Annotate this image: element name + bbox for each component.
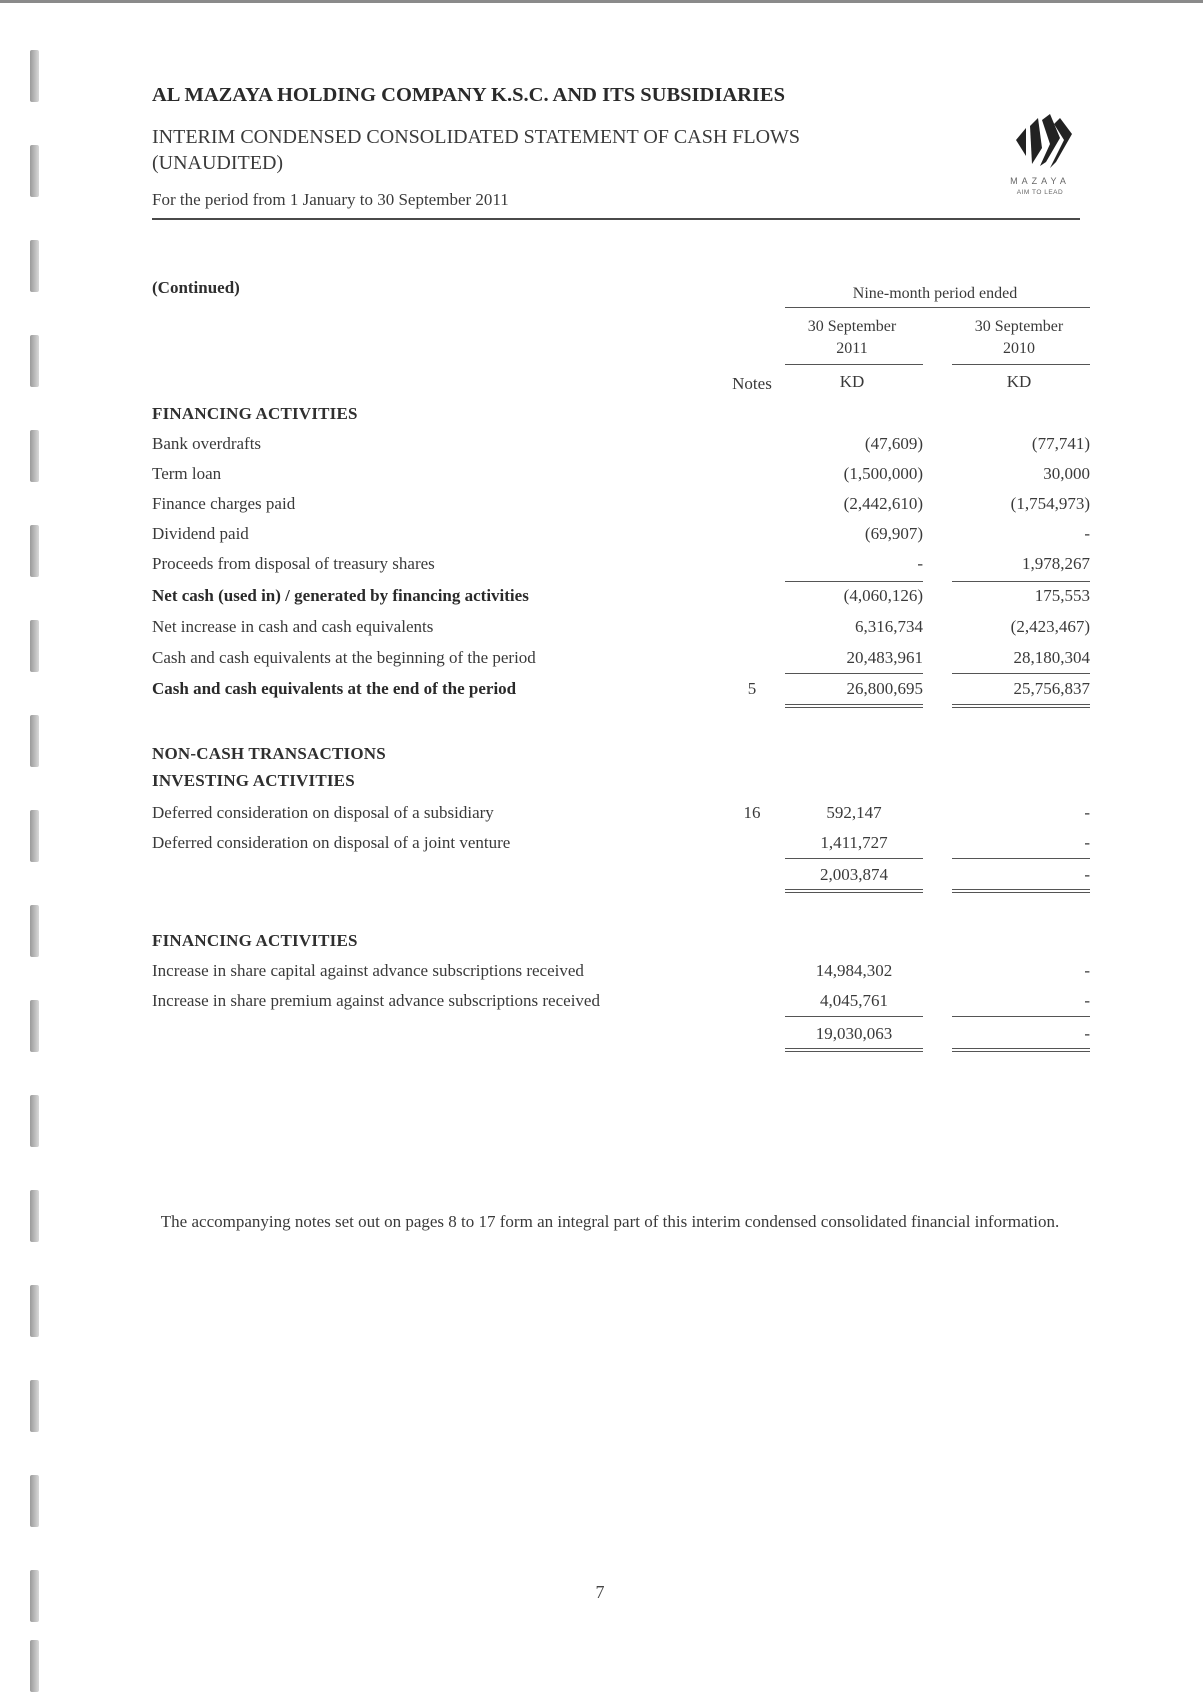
- page-number: 7: [595, 1582, 605, 1602]
- value-2010: 25,756,837: [1013, 679, 1090, 698]
- top-border: [0, 0, 1203, 3]
- table-row: [152, 833, 1092, 859]
- footnote: The accompanying notes set out on pages 8 to 17 form an integral part of this interim condensed consolidated financial information.: [160, 1212, 1060, 1231]
- table-row: [152, 494, 1092, 520]
- row-label: Cash and cash equivalents at the end of the period: [152, 679, 517, 698]
- value-2011: 592,147: [826, 803, 882, 822]
- value-2010: -: [1084, 803, 1090, 822]
- value-2010: 28,180,304: [1013, 648, 1090, 667]
- continued-label: (Continued): [152, 278, 240, 297]
- unit-2010: KD: [1006, 372, 1032, 391]
- value-2011: 4,045,761: [820, 991, 888, 1010]
- value-2011: 19,030,063: [815, 1024, 893, 1043]
- table-row: [152, 464, 1092, 490]
- value-2010: (1,754,973): [1010, 494, 1090, 513]
- subtotal-rule-2011: [785, 858, 923, 859]
- row-label: Bank overdrafts: [152, 434, 262, 453]
- value-2010: 30,000: [1043, 464, 1090, 483]
- column-group-heading: Nine-month period ended: [852, 285, 1018, 302]
- row-label: Term loan: [152, 464, 222, 483]
- value-2011: (2,442,610): [843, 494, 923, 513]
- note-ref: 5: [747, 679, 757, 698]
- investing-activities-title: INVESTING ACTIVITIES: [152, 771, 355, 790]
- investing-total-row: [152, 865, 1092, 891]
- subtotal-rule-2010: [952, 1016, 1090, 1017]
- beginning-cash-row: [152, 648, 1092, 674]
- value-2010: -: [1084, 524, 1090, 543]
- unit-2011: KD: [839, 372, 865, 391]
- total-double-rule-2011: [785, 704, 923, 708]
- subtotal-rule-2011: [785, 1016, 923, 1017]
- value-2010: -: [1084, 1024, 1090, 1043]
- table-row: [152, 554, 1092, 580]
- value-2011: (69,907): [864, 524, 923, 543]
- table-row: [152, 803, 1092, 829]
- ending-cash-row: [152, 679, 1092, 705]
- subtotal-rule-2011: [785, 673, 923, 674]
- row-label: Net increase in cash and cash equivalents: [152, 617, 434, 636]
- value-2010: (2,423,467): [1010, 617, 1090, 636]
- value-2011: (47,609): [864, 434, 923, 453]
- row-label: Increase in share premium against advance subscriptions received: [152, 991, 600, 1010]
- statement-title: INTERIM CONDENSED CONSOLIDATED STATEMENT OF CASH FLOWS (UNAUDITED): [152, 126, 801, 174]
- header-divider: [152, 218, 1080, 220]
- row-label: Cash and cash equivalents at the beginning of the period: [152, 648, 536, 667]
- value-2010: 1,978,267: [1022, 554, 1090, 573]
- table-row: [152, 524, 1092, 550]
- value-2010: -: [1084, 961, 1090, 980]
- value-2011: 26,800,695: [846, 679, 923, 698]
- subtotal-rule-2010: [952, 581, 1090, 582]
- value-2011: -: [917, 554, 923, 573]
- value-2010: (77,741): [1031, 434, 1090, 453]
- value-2011: 20,483,961: [846, 648, 923, 667]
- row-label: Net cash (used in) / generated by financing activities: [152, 586, 529, 605]
- table-row: [152, 961, 1092, 987]
- row-label: Increase in share capital against advance subscriptions received: [152, 961, 584, 980]
- non-cash-title: NON-CASH TRANSACTIONS: [152, 744, 386, 763]
- row-label: Finance charges paid: [152, 494, 296, 513]
- financing-total-row: [152, 1024, 1092, 1050]
- column-heading-rule-2010: [952, 364, 1090, 365]
- row-label: Proceeds from disposal of treasury shares: [152, 554, 435, 573]
- value-2011: (4,060,126): [843, 586, 923, 605]
- table-row: [152, 991, 1092, 1017]
- column-heading-rule-2011: [785, 364, 923, 365]
- reporting-period: For the period from 1 January to 30 September 2011: [152, 190, 509, 209]
- non-cash-financing-title: FINANCING ACTIVITIES: [152, 931, 358, 950]
- row-label: Dividend paid: [152, 524, 249, 543]
- total-double-rule-2010: [952, 889, 1090, 893]
- value-2011: (1,500,000): [843, 464, 923, 483]
- value-2010: -: [1084, 865, 1090, 884]
- column-heading-2010: [944, 316, 1094, 360]
- column-heading-2010-year: 2010: [1003, 340, 1035, 357]
- subtotal-rule-2010: [952, 673, 1090, 674]
- total-double-rule-2011: [785, 889, 923, 893]
- binding-holes: [30, 50, 52, 1690]
- value-2011: 6,316,734: [855, 617, 923, 636]
- value-2010: -: [1084, 833, 1090, 852]
- value-2011: 2,003,874: [820, 865, 888, 884]
- column-group-rule: [785, 307, 1090, 308]
- subtotal-rule-2010: [952, 858, 1090, 859]
- total-double-rule-2010: [952, 1048, 1090, 1052]
- column-heading-2010-date: 30 September: [974, 318, 1064, 335]
- value-2011: 1,411,727: [820, 833, 888, 852]
- column-heading-2011-year: 2011: [836, 340, 868, 357]
- total-double-rule-2010: [952, 704, 1090, 708]
- column-heading-2011-date: 30 September: [807, 318, 897, 335]
- value-2011: 14,984,302: [815, 961, 893, 980]
- total-double-rule-2011: [785, 1048, 923, 1052]
- table-row: [152, 434, 1092, 460]
- net-cash-row: [152, 586, 1092, 612]
- subtotal-rule-2011: [785, 581, 923, 582]
- value-2010: 175,553: [1034, 586, 1090, 605]
- column-heading-2011: [777, 316, 927, 360]
- financing-activities-title: FINANCING ACTIVITIES: [152, 404, 358, 423]
- net-increase-row: [152, 617, 1092, 643]
- logo-tagline: AIM TO LEAD: [1016, 189, 1064, 196]
- value-2010: -: [1084, 991, 1090, 1010]
- company-name: AL MAZAYA HOLDING COMPANY K.S.C. AND ITS SUBSIDIARIES: [152, 84, 785, 106]
- row-label: Deferred consideration on disposal of a joint venture: [152, 833, 511, 852]
- logo-name: MAZAYA: [1010, 176, 1070, 186]
- note-ref: 16: [743, 803, 761, 822]
- notes-heading: Notes: [732, 374, 772, 393]
- row-label: Deferred consideration on disposal of a subsidiary: [152, 803, 494, 822]
